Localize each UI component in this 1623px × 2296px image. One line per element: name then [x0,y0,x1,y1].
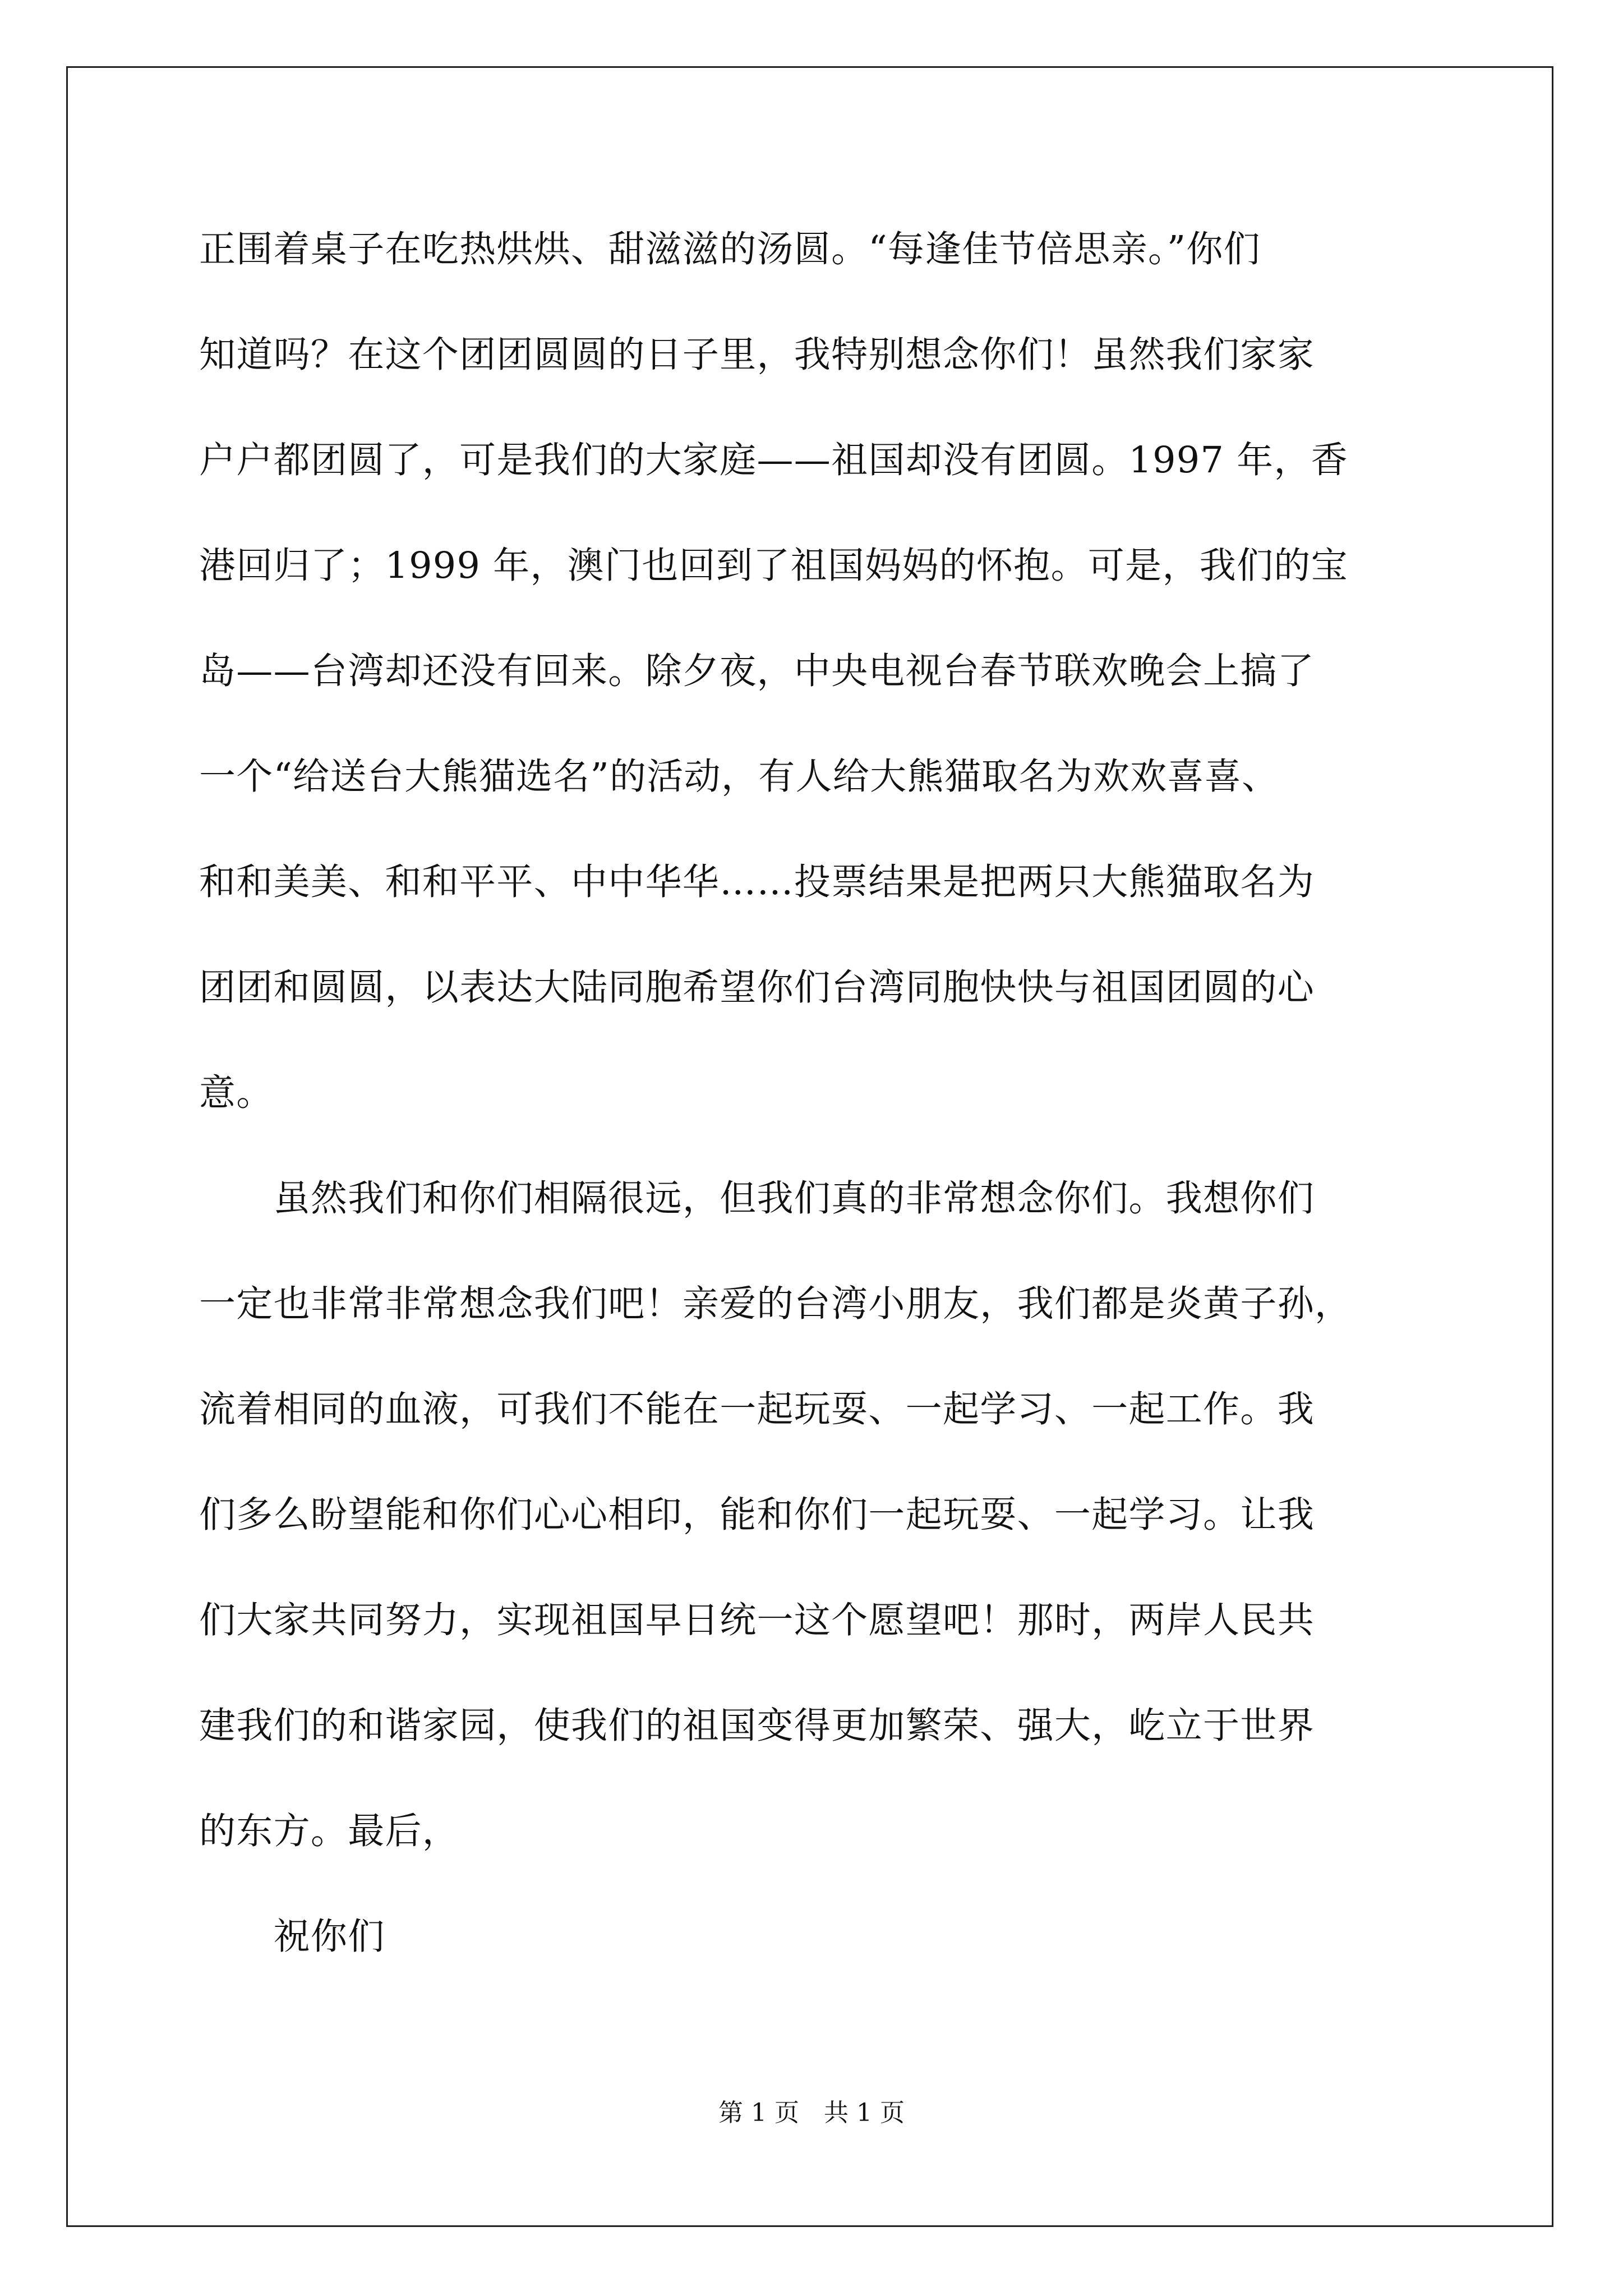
text-line: 和和美美、和和平平、中中华华……投票结果是把两只大熊猫取名为 [199,861,1315,903]
page-footer: 第 1 页 共 1 页 [718,2099,905,2127]
text-line: 港回归了；1999 年，澳门也回到了祖国妈妈的怀抱。可是，我们的宝 [199,545,1348,587]
text-line: 虽然我们和你们相隔很远，但我们真的非常想念你们。我想你们 [199,1177,1315,1220]
text-line: 流着相同的血液，可我们不能在一起玩耍、一起学习、一起工作。我 [199,1388,1315,1430]
text-line: 们大家共同努力，实现祖国早日统一这个愿望吧！那时，两岸人民共 [199,1599,1315,1641]
text-line: 们多么盼望能和你们心心相印，能和你们一起玩耍、一起学习。让我 [199,1494,1315,1536]
text-line: 团团和圆圆，以表达大陆同胞希望你们台湾同胞快快与祖国团圆的心 [199,967,1315,1009]
text-line: 的东方。最后， [199,1810,460,1852]
text-line: 正围着桌子在吃热烘烘、甜滋滋的汤圆。“每逢佳节倍思亲。”你们 [199,228,1261,270]
text-line: 建我们的和谐家园，使我们的祖国变得更加繁荣、强大，屹立于世界 [199,1705,1315,1747]
text-line: 一定也非常非常想念我们吧！亲爱的台湾小朋友，我们都是炎黄子孙， [199,1283,1352,1325]
text-line: 知道吗？在这个团团圆圆的日子里，我特别想念你们！虽然我们家家 [199,334,1315,376]
text-line: 户户都团圆了，可是我们的大家庭——祖国却没有团圆。1997 年，香 [199,439,1348,481]
text-line: 一个“给送台大熊猫选名”的活动，有人给大熊猫取名为欢欢喜喜、 [199,756,1279,798]
page-border [66,66,1553,2227]
text-line: 祝你们 [199,1916,385,1958]
text-line: 意。 [199,1072,274,1114]
text-line: 岛——台湾却还没有回来。除夕夜，中央电视台春节联欢晚会上搞了 [199,650,1315,692]
